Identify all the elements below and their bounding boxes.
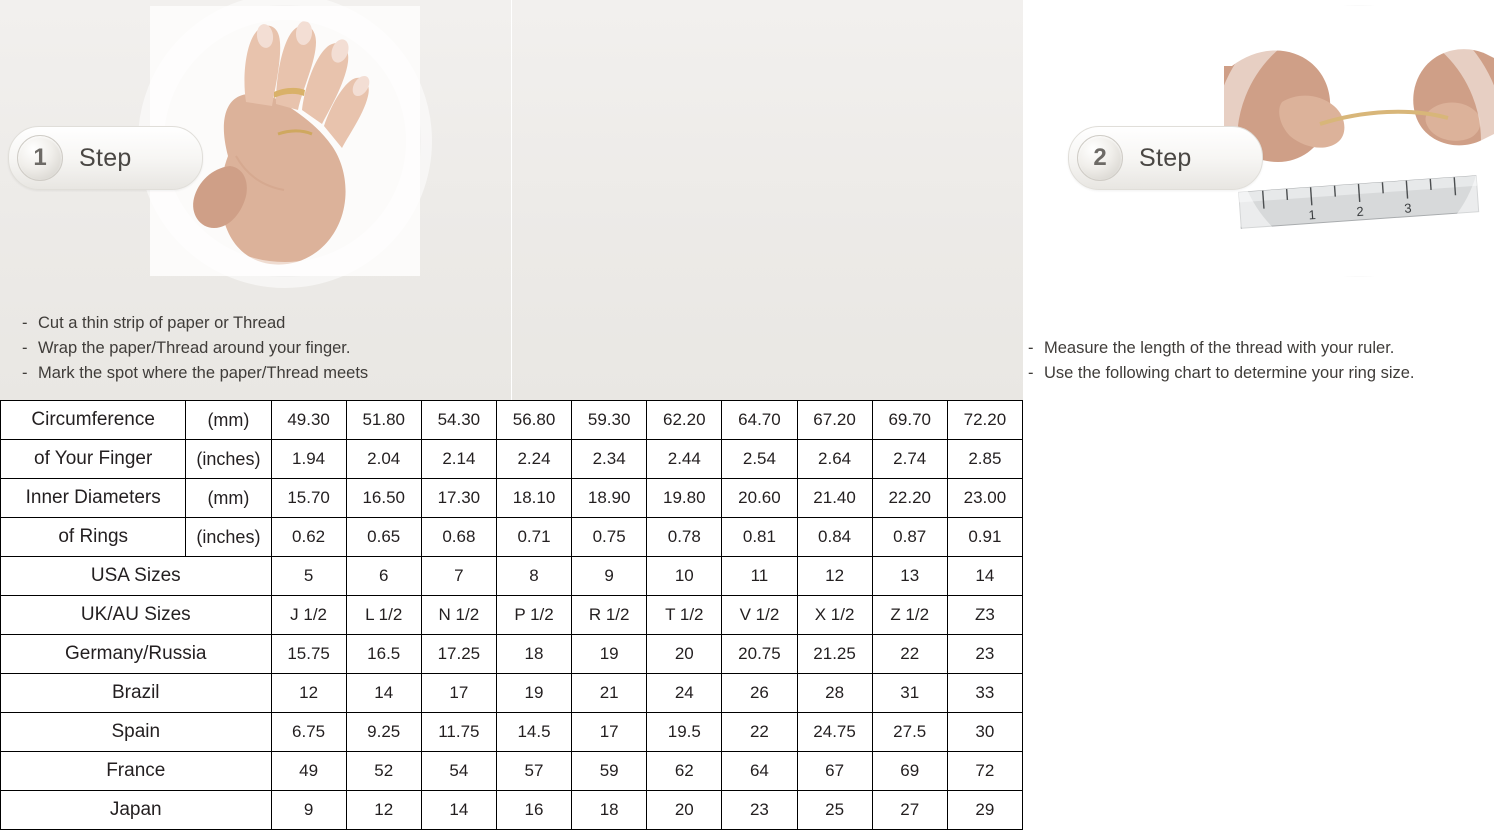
table-row (1, 440, 1023, 479)
cell: 9 (572, 557, 647, 596)
step-1-bullet-2: - Wrap the paper/Thread around your finger. (22, 339, 351, 357)
cell: 31 (872, 674, 947, 713)
cell: 49.30 (271, 401, 346, 440)
cell: 12 (271, 674, 346, 713)
cell: 51.80 (346, 401, 421, 440)
cell: 67 (797, 752, 872, 791)
table-row (1, 401, 1023, 440)
row-label-brazil: Brazil (1, 674, 272, 713)
cell: 16.50 (346, 479, 421, 518)
row-label-japan: Japan (1, 791, 272, 830)
steps-section (0, 0, 1415, 400)
table-row (1, 518, 1023, 557)
cell: 18.10 (496, 479, 571, 518)
ruler-measure-photo (1224, 6, 1494, 276)
svg-text:2: 2 (1355, 203, 1365, 220)
cell: 2.54 (722, 440, 797, 479)
cell: 0.71 (496, 518, 571, 557)
cell: 2.04 (346, 440, 421, 479)
cell: 62.20 (647, 401, 722, 440)
cell: 64.70 (722, 401, 797, 440)
cell: 14 (947, 557, 1022, 596)
cell: 9 (271, 791, 346, 830)
cell: 2.74 (872, 440, 947, 479)
table-row (1, 635, 1023, 674)
cell: 20.60 (722, 479, 797, 518)
cell: 17.30 (421, 479, 496, 518)
step-2-bullet-2: - Use the following chart to determine your ring size. (1028, 364, 1415, 382)
row-label-circumference-2: of Your Finger (1, 440, 186, 479)
cell: 2.34 (572, 440, 647, 479)
cell: 28 (797, 674, 872, 713)
cell: 26 (722, 674, 797, 713)
cell: 14.5 (496, 713, 571, 752)
cell: 69 (872, 752, 947, 791)
cell: 23 (947, 635, 1022, 674)
cell: 30 (947, 713, 1022, 752)
cell: 21.25 (797, 635, 872, 674)
row-label-uk-au-sizes: UK/AU Sizes (1, 596, 272, 635)
cell: 62 (647, 752, 722, 791)
cell: 2.24 (496, 440, 571, 479)
cell: P 1/2 (496, 596, 571, 635)
unit-diameter-inches: (inches) (186, 518, 271, 557)
cell: 17.25 (421, 635, 496, 674)
unit-diameter-mm: (mm) (186, 479, 271, 518)
cell: 15.70 (271, 479, 346, 518)
cell: 21 (572, 674, 647, 713)
cell: 0.81 (722, 518, 797, 557)
cell: 25 (797, 791, 872, 830)
cell: 20.75 (722, 635, 797, 674)
cell: 8 (496, 557, 571, 596)
step-number-2: 2 (1077, 135, 1123, 181)
cell: 19 (572, 635, 647, 674)
cell: 27.5 (872, 713, 947, 752)
row-label-spain: Spain (1, 713, 272, 752)
cell: 57 (496, 752, 571, 791)
cell: 24.75 (797, 713, 872, 752)
cell: 14 (346, 674, 421, 713)
row-label-diameter-1: Inner Diameters (1, 479, 186, 518)
cell: 23 (722, 791, 797, 830)
cell: 22.20 (872, 479, 947, 518)
cell: 67.20 (797, 401, 872, 440)
step-word-2: Step (1139, 143, 1192, 172)
cell: 27 (872, 791, 947, 830)
cell: L 1/2 (346, 596, 421, 635)
cell: 16 (496, 791, 571, 830)
cell: 0.84 (797, 518, 872, 557)
svg-text:1: 1 (1307, 207, 1317, 223)
cell: 17 (572, 713, 647, 752)
cell: Z3 (947, 596, 1022, 635)
step-1-bullet-1: - Cut a thin strip of paper or Thread (22, 314, 286, 332)
row-label-france: France (1, 752, 272, 791)
cell: V 1/2 (722, 596, 797, 635)
cell: 0.65 (346, 518, 421, 557)
cell: 18 (496, 635, 571, 674)
cell: 11 (722, 557, 797, 596)
cell: 6.75 (271, 713, 346, 752)
cell: 0.91 (947, 518, 1022, 557)
cell: 24 (647, 674, 722, 713)
unit-circumference-inches: (inches) (186, 440, 271, 479)
ruler-illustration (1224, 6, 1494, 276)
unit-circumference-mm: (mm) (186, 401, 271, 440)
cell: 2.44 (647, 440, 722, 479)
row-label-usa-sizes: USA Sizes (1, 557, 272, 596)
cell: 69.70 (872, 401, 947, 440)
cell: Z 1/2 (872, 596, 947, 635)
cell: 64 (722, 752, 797, 791)
cell: T 1/2 (647, 596, 722, 635)
cell: 12 (346, 791, 421, 830)
cell: 0.62 (271, 518, 346, 557)
cell: 54.30 (421, 401, 496, 440)
cell: X 1/2 (797, 596, 872, 635)
cell: 0.68 (421, 518, 496, 557)
cell: 2.64 (797, 440, 872, 479)
cell: N 1/2 (421, 596, 496, 635)
step-badge-2 (1068, 126, 1263, 190)
cell: 59.30 (572, 401, 647, 440)
step-2-bullet-1: - Measure the length of the thread with your ruler. (1028, 339, 1395, 357)
step-1-instructions (22, 311, 368, 386)
cell: 7 (421, 557, 496, 596)
cell: 11.75 (421, 713, 496, 752)
cell: 18 (572, 791, 647, 830)
cell: 5 (271, 557, 346, 596)
cell: 1.94 (271, 440, 346, 479)
cell: 0.78 (647, 518, 722, 557)
cell: 9.25 (346, 713, 421, 752)
cell: 0.87 (872, 518, 947, 557)
cell: 29 (947, 791, 1022, 830)
cell: 54 (421, 752, 496, 791)
step-panel-2 (511, 0, 1415, 400)
cell: 16.5 (346, 635, 421, 674)
table-row (1, 791, 1023, 830)
cell: 19.5 (647, 713, 722, 752)
step-2-instructions (1028, 336, 1415, 386)
step-1-bullet-3: - Mark the spot where the paper/Thread meets (22, 364, 369, 382)
cell: 17 (421, 674, 496, 713)
step-word-1: Step (79, 143, 132, 172)
cell: 33 (947, 674, 1022, 713)
table-row (1, 752, 1023, 791)
step-badge-1 (8, 126, 203, 190)
cell: J 1/2 (271, 596, 346, 635)
cell: 2.14 (421, 440, 496, 479)
svg-text:3: 3 (1403, 200, 1413, 216)
step-panel-1 (0, 0, 511, 400)
row-label-diameter-2: of Rings (1, 518, 186, 557)
row-label-germany-russia: Germany/Russia (1, 635, 272, 674)
cell: 19.80 (647, 479, 722, 518)
cell: 18.90 (572, 479, 647, 518)
ring-size-table (0, 400, 1023, 830)
cell: 20 (647, 791, 722, 830)
cell: R 1/2 (572, 596, 647, 635)
cell: 14 (421, 791, 496, 830)
step-number-1: 1 (17, 135, 63, 181)
cell: 2.85 (947, 440, 1022, 479)
cell: 10 (647, 557, 722, 596)
cell: 22 (872, 635, 947, 674)
table-row (1, 674, 1023, 713)
cell: 72.20 (947, 401, 1022, 440)
cell: 49 (271, 752, 346, 791)
cell: 19 (496, 674, 571, 713)
table-row (1, 713, 1023, 752)
cell: 52 (346, 752, 421, 791)
cell: 13 (872, 557, 947, 596)
table-row (1, 479, 1023, 518)
cell: 20 (647, 635, 722, 674)
cell: 22 (722, 713, 797, 752)
cell: 23.00 (947, 479, 1022, 518)
cell: 59 (572, 752, 647, 791)
cell: 72 (947, 752, 1022, 791)
row-label-circumference-1: Circumference (1, 401, 186, 440)
table-row (1, 596, 1023, 635)
cell: 21.40 (797, 479, 872, 518)
table-row (1, 557, 1023, 596)
cell: 12 (797, 557, 872, 596)
cell: 6 (346, 557, 421, 596)
cell: 15.75 (271, 635, 346, 674)
cell: 0.75 (572, 518, 647, 557)
cell: 56.80 (496, 401, 571, 440)
